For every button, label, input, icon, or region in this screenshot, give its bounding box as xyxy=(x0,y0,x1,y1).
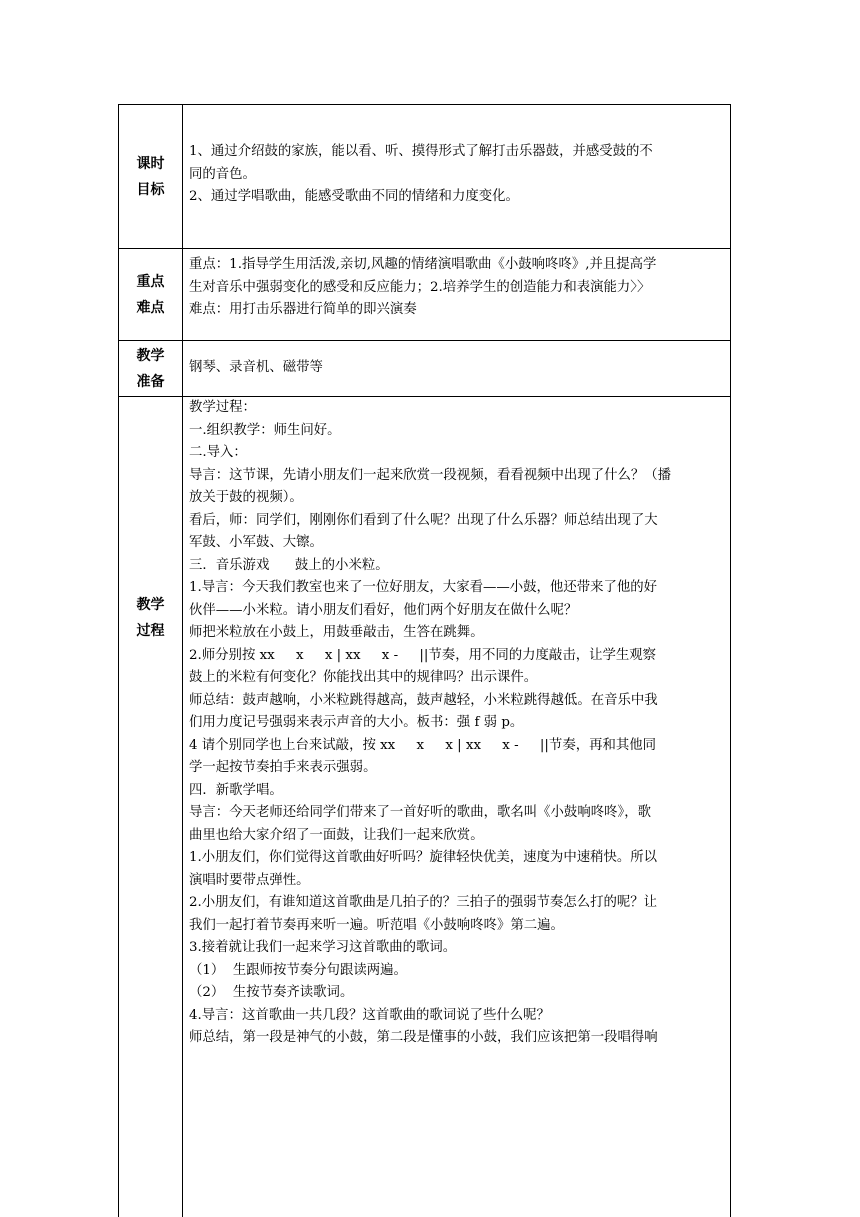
row-key-points xyxy=(119,249,730,341)
label-line: 难点 xyxy=(136,299,165,316)
text-line: 四．新歌学唱。 xyxy=(189,782,283,798)
text-line: 钢琴、录音机、磁带等 xyxy=(189,360,323,376)
text-line: 1.小朋友们，你们觉得这首歌曲好听吗？旋律轻快优美，速度为中速稍快。所以 xyxy=(189,850,658,865)
label-line: 过程 xyxy=(136,623,165,639)
text-line: 4.导言：这首歌曲一共几段？这首歌曲的歌词说了些什么呢？ xyxy=(189,1007,550,1023)
label-line: 教学 xyxy=(136,597,165,613)
text-line: 1.导言：今天我们教室也来了一位好朋友，大家看——小鼓，他还带来了他的好 xyxy=(189,580,658,595)
row-preparation xyxy=(119,341,730,397)
text-line: 导言：今天老师还给同学们带来了一首好听的歌曲，歌名叫《小鼓响咚咚》，歌 xyxy=(189,805,651,820)
text-line: 三．音乐游戏 鼓上的小米粒。 xyxy=(189,557,389,573)
text-line: 导言：这节课，先请小朋友们一起来欣赏一段视频，看看视频中出现了什么？（播 xyxy=(189,467,672,483)
text-line: 学一起按节奏拍手来表示强弱。 xyxy=(189,760,377,775)
label-line: 重点 xyxy=(136,273,165,290)
text-line: 生对音乐中强弱变化的感受和反应能力；2.培养学生的创造能力和表演能力〉〉 xyxy=(189,279,651,295)
row-label xyxy=(119,105,183,248)
process-content xyxy=(183,397,730,1217)
row-process xyxy=(119,397,730,1217)
label-line: 准备 xyxy=(136,373,165,390)
text-line: 军鼓、小军鼓、大镲。 xyxy=(189,535,323,550)
row-objectives xyxy=(119,105,730,249)
label-line: 教学 xyxy=(136,347,165,364)
label-line: 目标 xyxy=(136,181,165,198)
text-line: 师总结：鼓声越响，小米粒跳得越高，鼓声越轻，小米粒跳得越低。在音乐中我 xyxy=(189,692,658,708)
text-line: 放关于鼓的视频）。 xyxy=(189,490,303,505)
text-line: 1、通过介绍鼓的家族，能以看、听、摸得形式了解打击乐器鼓，并感受鼓的不 xyxy=(189,144,653,159)
text-line: 一.组织教学：师生问好。 xyxy=(189,422,341,438)
text-line: 曲里也给大家介绍了一面鼓，让我们一起来欣赏。 xyxy=(189,827,484,843)
text-line: 2.小朋友们，有谁知道这首歌曲是几拍子的？三拍子的强弱节奏怎么打的呢？让 xyxy=(189,895,658,910)
text-line: 们用力度记号强弱来表示声音的大小。板书：强 f 弱 p。 xyxy=(189,715,524,730)
key-points-content xyxy=(183,249,730,340)
text-line: 演唱时要带点弹性。 xyxy=(189,872,310,888)
lesson-plan-table xyxy=(118,104,731,1217)
text-line: 重点：1.指导学生用活泼,亲切,风趣的情绪演唱歌曲《小鼓响咚咚》,并且提高学 xyxy=(189,257,657,272)
text-line: 4 请个别同学也上台来试敲，按 xx x x | xx x - ||节奏，再和其他同 xyxy=(189,737,657,753)
row-label xyxy=(119,249,183,340)
text-line: 2、通过学唱歌曲，能感受歌曲不同的情绪和力度变化。 xyxy=(189,189,519,204)
objectives-content xyxy=(183,105,730,248)
text-line: 看后，师：同学们，刚刚你们看到了什么呢？出现了什么乐器？师总结出现了大 xyxy=(189,512,658,528)
text-line: 3.接着就让我们一起来学习这首歌曲的歌词。 xyxy=(189,940,457,955)
row-label xyxy=(119,397,183,1217)
text-line: 我们一起打着节奏再来听一遍。听范唱《小鼓响咚咚》第二遍。 xyxy=(189,917,564,933)
text-line: 二.导入： xyxy=(189,445,247,460)
label-line: 课时 xyxy=(136,155,165,172)
text-line: 师总结，第一段是神气的小鼓，第二段是懂事的小鼓，我们应该把第一段唱得响 xyxy=(189,1030,658,1045)
text-line: 师把米粒放在小鼓上，用鼓垂敲击，生答在跳舞。 xyxy=(189,625,484,640)
text-line: （1） 生跟师按节奏分句跟读两遍。 xyxy=(189,962,407,978)
text-line: 教学过程： xyxy=(189,400,256,415)
text-line: 鼓上的米粒有何变化？你能找出其中的规律吗？出示课件。 xyxy=(189,670,538,685)
text-line: 同的音色。 xyxy=(189,166,256,182)
text-line: （2） 生按节奏齐读歌词。 xyxy=(189,985,354,1000)
text-line: 2.师分别按 xx x x | xx x - ||节奏，用不同的力度敲击，让学生观察 xyxy=(189,647,657,663)
text-line: 难点：用打击乐器进行简单的即兴演奏 xyxy=(189,302,417,317)
preparation-content xyxy=(183,341,730,396)
text-line: 伙伴——小米粒。请小朋友们看好，他们两个好朋友在做什么呢？ xyxy=(189,602,578,618)
row-label xyxy=(119,341,183,396)
